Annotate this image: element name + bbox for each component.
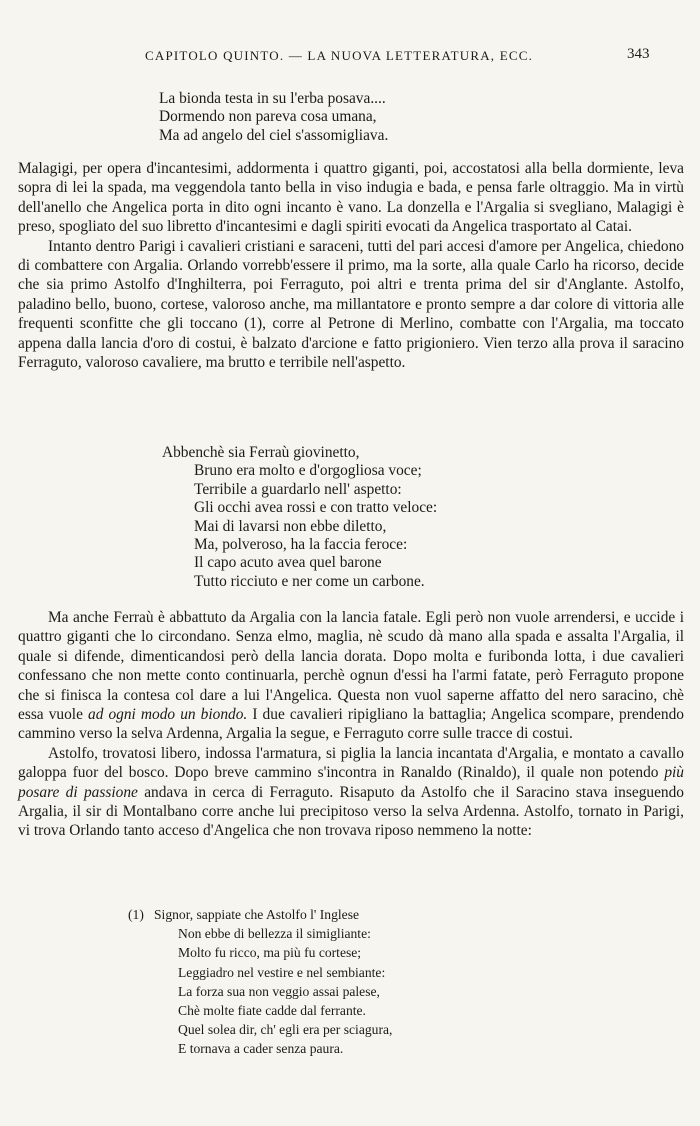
paragraph: [18, 608, 684, 744]
footnote: [128, 905, 392, 1059]
paragraph: Malagigi, per opera d'incantesimi, addormenta i quattro giganti, poi, accostatosi alla bella dormiente, leva sopra di lei la spada, ma veggendola tanto bella in viso indugia e bada, e pensa farle oltraggio. Ma in virtù dell'anello che Angelica porta in dito ogni incanto è vano. La donzella e l'Argalia si svegliano, Malagigi è preso, spogliato del suo libretto d'incantesimi e dagli spiriti evocati da Angelica trasportato al Catai.: [18, 160, 684, 236]
footnote-line: [128, 905, 392, 924]
verse-line: Mai di lavarsi non ebbe diletto,: [194, 517, 387, 535]
paragraph-text: andava in cerca di Ferraguto. Risaputo da Astolfo che il Saracino stava inseguendo Argalia, il sir di Montalbano corre anche lui precipitoso verso la selva Ardenna. Astolfo, tornato in Parigi, vi trova Orlando tanto acceso d'Angelica che non trovava riposo nemmeno la notte:: [18, 783, 685, 840]
paragraph-text: I due cavalieri ripigliano la battaglia; Angelica scompare, prendendo cammino verso la selva Ardenna, Argalia la segue, e Ferraguto corre sulle tracce di costui.: [18, 706, 684, 743]
footnote-line: E tornava a cader senza paura.: [178, 1041, 344, 1057]
paragraph-text: Astolfo, trovatosi libero, indossa l'armatura, si piglia la lancia incantata d'Argalia, e montato a cavallo galoppa fuor del bosco. Dopo breve cammino s'incontra in Ranaldo (Rinaldo), il quale non potendo: [18, 744, 684, 782]
verse-line: Ma ad angelo del ciel s'assomigliava.: [159, 126, 389, 144]
verse-line: Tutto ricciuto e ner come un carbone.: [194, 572, 425, 590]
paragraph: Intanto dentro Parigi i cavalieri cristiani e saraceni, tutti del pari accesi d'amore per Angelica, chiedono di combattere con Argalia. Orlando vorrebb'essere il primo, ma la sorte, alla quale Carlo ha ricorso, decide che sia primo Astolfo d'Inghilterra, poi Ferraguto, poi altri e trenta prima del sir d'Anglante. Astolfo, paladino bello, buono, cortese, valoroso anche, ma millantatore e pronto sempre a dar colore di vittoria alle frequenti sconfitte che gli toccano (1), corre al Petrone di Merlino, combatte con l'Argalia, ma toccato appena dalla lancia d'oro di costui, è balzato d'arcione e fatto prigioniero. Vien terzo alla prova il saracino Ferraguto, valoroso cavaliere, ma brutto e terribile nell'aspetto.: [18, 237, 684, 372]
running-header: [0, 48, 700, 70]
verse-line: Ma, polveroso, ha la faccia feroce:: [194, 536, 408, 554]
footnote-line: La forza sua non veggio assai palese,: [178, 983, 380, 999]
footnote-line: Quel solea dir, ch' egli era per sciagura,: [178, 1022, 393, 1038]
paragraph-text: Ma anche Ferraù è abbattuto da Argalia con la lancia fatale. Egli però non vuole arrendersi, e uccide i quattro giganti che lo circondano. Senza elmo, maglia, nè scudo dà mano alla spada e assalta l'Argalia, il quale si difende, dimenticandosi però della lancia dorata. Dopo molta e furibonda lotta, i due cavalieri confessano che non mette conto continuarla, perchè ognun d'essi ha l'armi fatate, però Ferraguto propone che si finisca la contesa col dare a lui l'Angelica. Questa non vuol saperne affatto del nero saracino, chè essa vuole: [18, 609, 684, 724]
verse-line: La bionda testa in su l'erba posava....: [159, 90, 386, 107]
prose-block-2: [18, 608, 684, 841]
footnote-line: Chè molte fiate cadde dal ferrante.: [178, 1003, 366, 1019]
footnote-marker: (1): [128, 907, 144, 922]
verse-line: Dormendo non pareva cosa umana,: [159, 108, 377, 126]
verse-line: Bruno era molto e d'orgogliosa voce;: [194, 462, 422, 480]
page-number: 343: [627, 46, 650, 62]
verse-line: Abbenchè sia Ferraù giovinetto,: [162, 444, 360, 461]
footnote-line: Molto fu ricco, ma più fu cortese;: [178, 945, 362, 961]
running-title: CAPITOLO QUINTO. — LA NUOVA LETTERATURA, ECC.: [145, 48, 534, 63]
footnote-line: Non ebbe di bellezza il simigliante:: [178, 926, 371, 942]
verse-line: Il capo acuto avea quel barone: [194, 554, 382, 572]
paragraph: [18, 744, 684, 841]
verse-quote-2: [162, 444, 437, 591]
footnote-line: Leggiadro nel vestire e nel sembiante:: [178, 964, 386, 980]
verse-line: Terribile a guardarlo nell' aspetto:: [194, 480, 402, 498]
italic-phrase: ad ogni modo un biondo.: [88, 706, 248, 724]
footnote-line-text: Signor, sappiate che Astolfo l' Inglese: [154, 907, 360, 922]
prose-block-1: [18, 159, 684, 372]
italic-phrase: più posare di passione: [18, 764, 684, 801]
verse-quote-1: [159, 90, 388, 145]
verse-line: Gli occhi avea rossi e con tratto veloce:: [194, 499, 438, 517]
